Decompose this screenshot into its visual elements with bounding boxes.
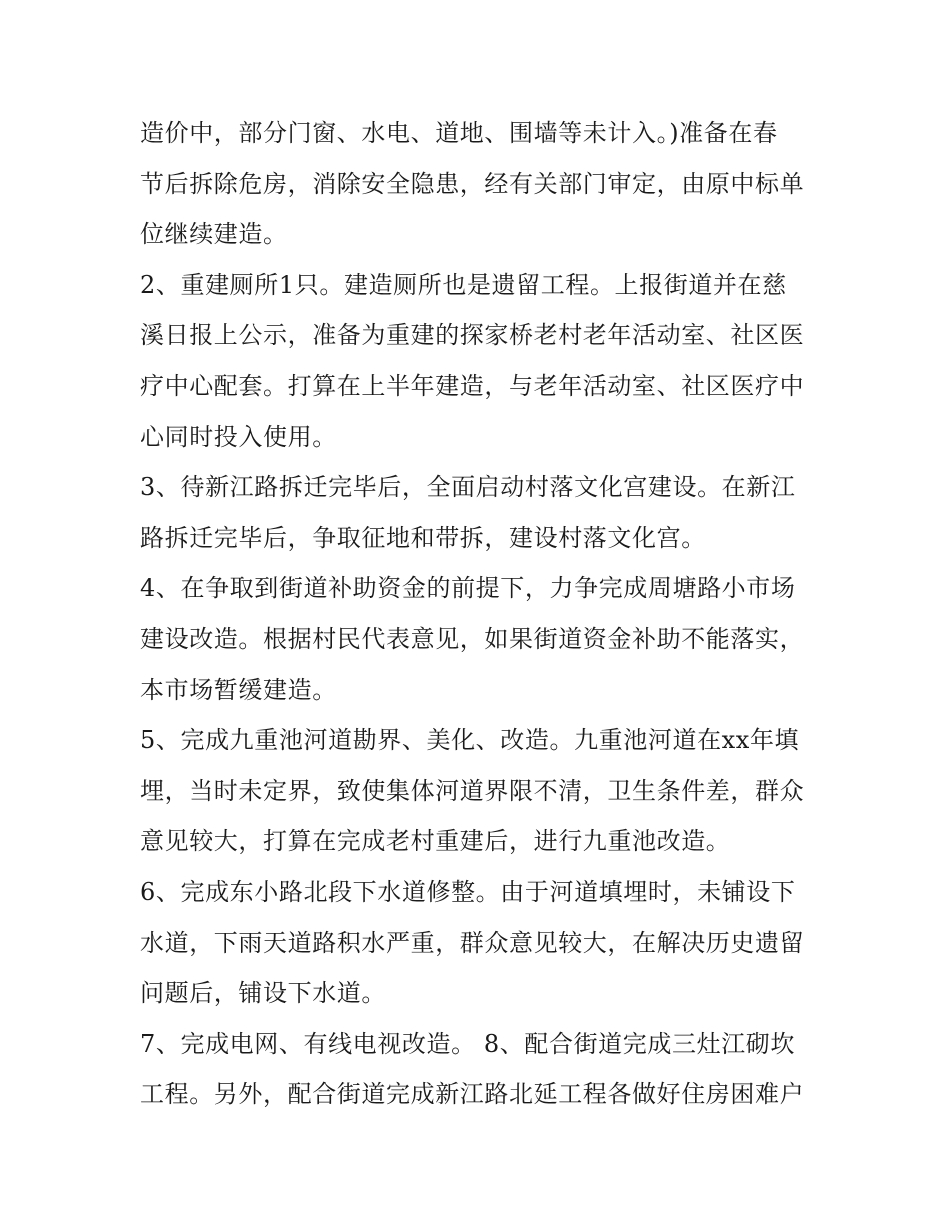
text-line: 水道，下雨天道路积水严重，群众意见较大，在解决历史遗留 — [140, 928, 805, 957]
text-line: 路拆迁完毕后，争取征地和带拆，建设村落文化宫。 — [140, 523, 706, 552]
text-line: 7、完成电网、有线电视改造。 8、配合街道完成三灶江砌坎 — [140, 1029, 795, 1058]
text-line: 本市场暂缓建造。 — [140, 675, 337, 704]
text-line: 意见较大，打算在完成老村重建后，进行九重池改造。 — [140, 827, 731, 856]
text-line: 埋，当时未定界，致使集体河道界限不清，卫生条件差，群众 — [140, 776, 805, 805]
text-line: 5、完成九重池河道勘界、美化、改造。九重池河道在xx年填 — [140, 726, 800, 755]
text-line: 位继续建造。 — [140, 220, 288, 249]
text-line: 溪日报上公示，准备为重建的探家桥老村老年活动室、社区医 — [140, 321, 805, 350]
text-line: 问题后，铺设下水道。 — [140, 979, 386, 1008]
text-line: 3、待新江路拆迁完毕后，全面启动村落文化宫建设。在新江 — [140, 473, 796, 502]
text-line: 6、完成东小路北段下水道修整。由于河道填埋时，未铺设下 — [140, 877, 796, 906]
text-line: 造价中，部分门窗、水电、道地、围墙等未计入。)准备在春 — [140, 119, 778, 147]
text-line: 疗中心配套。打算在上半年建造，与老年活动室、社区医疗中 — [140, 371, 805, 400]
text-line: 心同时投入使用。 — [140, 422, 337, 451]
text-line: 节后拆除危房，消除安全隐患，经有关部门审定，由原中标单 — [140, 169, 805, 198]
text-line: 2、重建厕所1只。建造厕所也是遗留工程。上报街道并在慈 — [140, 270, 787, 299]
text-line: 建设改造。根据村民代表意见，如果街道资金补助不能落实， — [140, 624, 805, 653]
text-line: 工程。另外，配合街道完成新江路北延工程各做好住房困难户 — [140, 1080, 805, 1109]
text-line: 4、在争取到街道补助资金的前提下，力争完成周塘路小市场 — [140, 574, 796, 603]
body-text — [140, 108, 820, 1120]
